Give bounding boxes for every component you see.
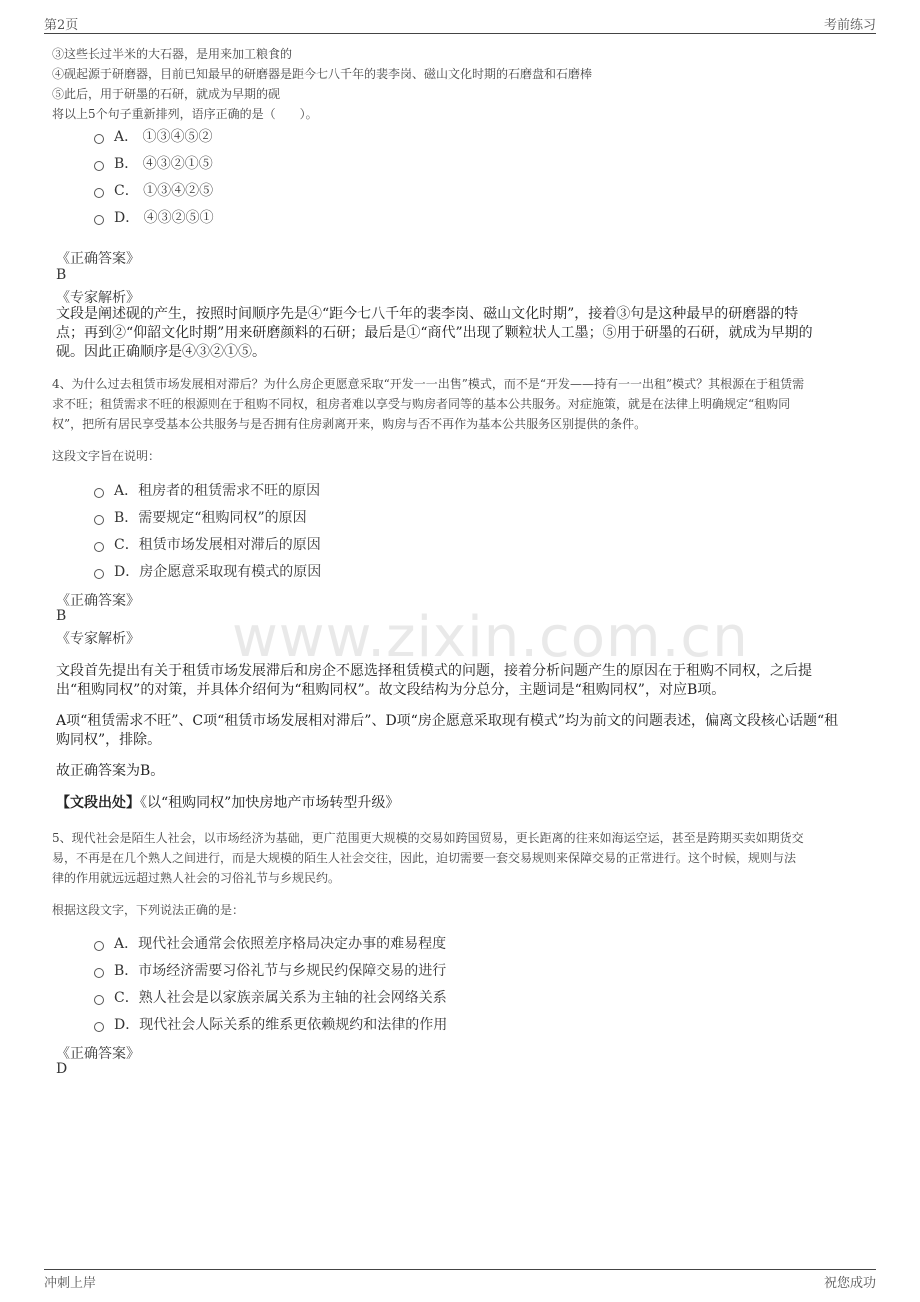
- radio-icon[interactable]: [94, 215, 104, 225]
- q3-prompt: 将以上5个句子重新排列，语序正确的是（ ）。: [52, 107, 318, 121]
- radio-icon[interactable]: [94, 968, 104, 978]
- radio-icon[interactable]: [94, 488, 104, 498]
- q4-source: [56, 794, 399, 813]
- q4-prompt: 这段文字旨在说明：: [52, 449, 161, 463]
- q5-answer-title: 《正确答案》: [56, 1046, 140, 1062]
- q4-answer: B: [56, 608, 67, 624]
- q5-answer: D: [56, 1061, 68, 1077]
- q4-analysis-p1-line-2: 出“租购同权”的对策，并具体介绍何为“租购同权”。故文段结构为分总分，主题词是“租购同权”，对应B项。: [56, 682, 726, 698]
- q5-stem-line-3: 律的作用就远远超过熟人社会的习俗礼节与乡规民约。: [52, 871, 341, 885]
- q4-source-text: 《以“租购同权”加快房地产市场转型升级》: [140, 795, 400, 811]
- q4-stem-line-3: 权”，把所有居民享受基本公共服务与是否拥有住房剥离开来，购房与否不再作为基本公共服务区别提供的条件。: [52, 417, 647, 431]
- radio-icon[interactable]: [94, 542, 104, 552]
- q5-stem-line-2: 易，不再是在几个熟人之间进行，而是大规模的陌生人社会交往，因此，迫切需要一套交易规则来保障交易的正常进行。这个时候，规则与法: [52, 851, 797, 865]
- q3-sentence-5: ⑤此后，用于研墨的石研，就成为早期的砚: [52, 87, 281, 101]
- q3-sentence-4: ④砚起源于研磨器，目前已知最早的研磨器是距今七八千年的裴李岗、磁山文化时期的石磨盘和石磨棒: [52, 67, 593, 81]
- q4-option-b[interactable]: B．需要规定“租购同权”的原因: [94, 507, 307, 527]
- watermark: www.zixin.com.cn: [232, 605, 749, 670]
- header-rule: [44, 33, 876, 34]
- q3-option-b[interactable]: B． ④③②①⑤: [94, 153, 213, 173]
- footer-rule: [44, 1269, 876, 1270]
- q3-answer: B: [56, 267, 67, 283]
- q5-option-b[interactable]: B．市场经济需要习俗礼节与乡规民约保障交易的进行: [94, 960, 446, 980]
- q4-stem-line-1: 4、为什么过去租赁市场发展相对滞后？为什么房企更愿意采取“开发一一出售”模式，而不是“开发——持有一一出租”模式？其根源在于租赁需: [52, 377, 805, 391]
- q4-stem-line-2: 求不旺；租赁需求不旺的根源则在于租购不同权，租房者难以享受与购房者同等的基本公共服务。对症施策，就是在法律上明确规定“租购同: [52, 397, 791, 411]
- q4-option-c[interactable]: C．租赁市场发展相对滞后的原因: [94, 534, 321, 554]
- q5-option-d[interactable]: D．现代社会人际关系的维系更依赖规约和法律的作用: [94, 1014, 447, 1034]
- q3-analysis-line-2: 点；再到②“仰韶文化时期”用来研磨颜料的石研；最后是①“商代”出现了颗粒状人工墨；⑤用于研墨的石研，就成为早期的: [56, 325, 813, 341]
- q3-sentence-3: ③这些长过半米的大石器，是用来加工粮食的: [52, 47, 293, 61]
- q4-option-a[interactable]: A．租房者的租赁需求不旺的原因: [94, 480, 320, 500]
- footer-right-label: 祝您成功: [823, 1276, 876, 1291]
- q5-prompt: 根据这段文字，下列说法正确的是：: [52, 903, 245, 917]
- q4-analysis-p1-line-1: 文段首先提出有关于租赁市场发展滞后和房企不愿选择租赁模式的问题，接着分析问题产生的原因在于租购不同权，之后提: [56, 663, 812, 679]
- radio-icon[interactable]: [94, 161, 104, 171]
- q4-analysis-p2-line-2: 购同权”，排除。: [56, 732, 162, 748]
- q5-option-c[interactable]: C．熟人社会是以家族亲属关系为主轴的社会网络关系: [94, 987, 447, 1007]
- q4-answer-title: 《正确答案》: [56, 593, 140, 609]
- q5-stem-line-1: 5、现代社会是陌生人社会，以市场经济为基础，更广范围更大规模的交易如跨国贸易，更长距离的往来如海运空运，甚至是跨期买卖如期货交: [52, 831, 804, 845]
- q4-source-label: 【文段出处】: [56, 795, 140, 811]
- q3-analysis-line-3: 砚。因此正确顺序是④③②①⑤。: [56, 344, 266, 360]
- radio-icon[interactable]: [94, 569, 104, 579]
- radio-icon[interactable]: [94, 188, 104, 198]
- q3-answer-title: 《正确答案》: [56, 251, 140, 267]
- header-right-label: 考前练习: [823, 18, 876, 33]
- q4-option-d[interactable]: D．房企愿意采取现有模式的原因: [94, 561, 321, 581]
- radio-icon[interactable]: [94, 1022, 104, 1032]
- q3-option-a[interactable]: A． ①③④⑤②: [94, 126, 213, 146]
- q5-option-a[interactable]: A．现代社会通常会依照差序格局决定办事的难易程度: [94, 933, 446, 953]
- radio-icon[interactable]: [94, 134, 104, 144]
- q3-option-d[interactable]: D． ④③②⑤①: [94, 207, 214, 227]
- radio-icon[interactable]: [94, 515, 104, 525]
- radio-icon[interactable]: [94, 995, 104, 1005]
- q4-analysis-title: 《专家解析》: [56, 631, 140, 647]
- q3-option-c[interactable]: C． ①③④②⑤: [94, 180, 213, 200]
- q3-analysis-title: 《专家解析》: [56, 290, 140, 306]
- page-number: 第2页: [44, 18, 79, 33]
- radio-icon[interactable]: [94, 941, 104, 951]
- q4-analysis-p2-line-1: A项“租赁需求不旺”、C项“租赁市场发展相对滞后”、D项“房企愿意采取现有模式”均为前文的问题表述，偏离文段核心话题“租: [56, 713, 839, 729]
- q4-analysis-p3: 故正确答案为B。: [56, 763, 165, 779]
- q3-analysis-line-1: 文段是阐述砚的产生，按照时间顺序先是④“距今七八千年的裴李岗、磁山文化时期”，接着③句是这种最早的研磨器的特: [56, 306, 799, 322]
- footer-left-label: 冲刺上岸: [44, 1276, 97, 1291]
